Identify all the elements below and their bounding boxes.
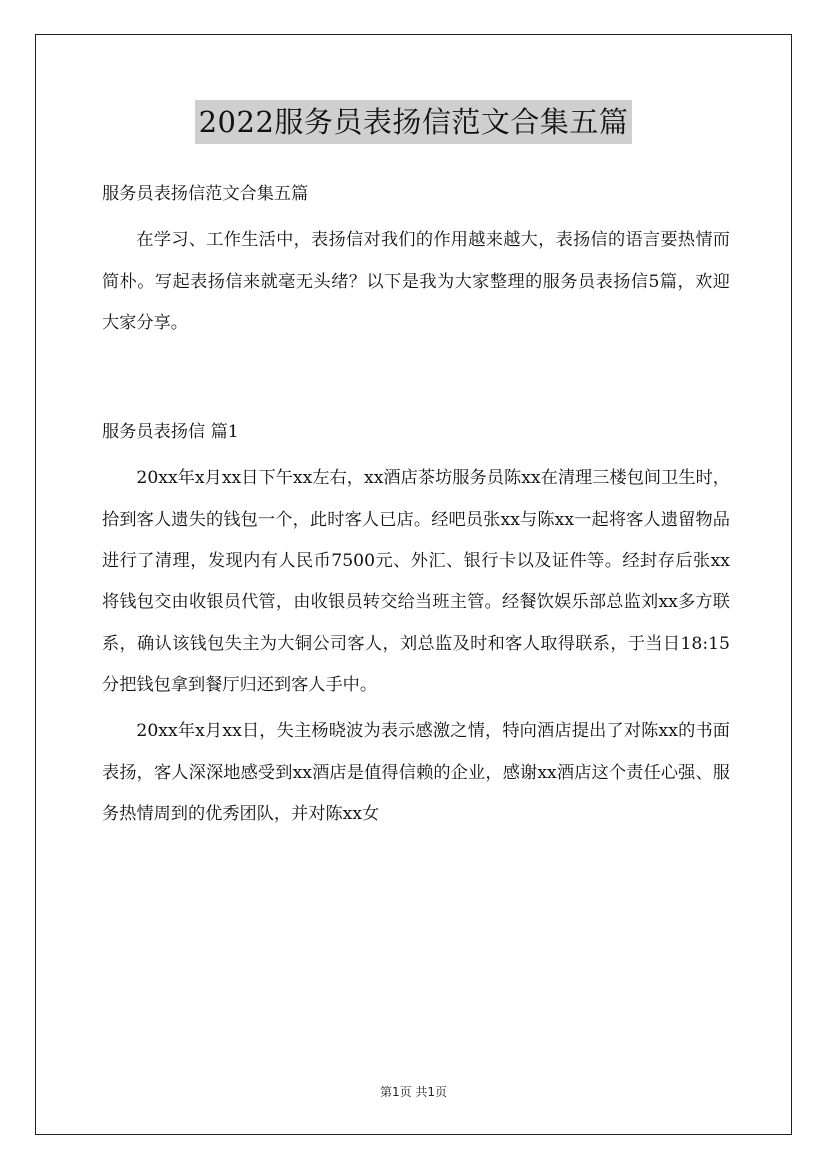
body-paragraph: 20xx年x月xx日下午xx左右，xx酒店茶坊服务员陈xx在清理三楼包间卫生时，拾到客人遗失的钱包一个，此时客人已店。经吧员张xx与陈xx一起将客人遗留物品进行了清理，发现内有人民币7500元、外汇、银行卡以及证件等。经封存后张xx将钱包交由收银员代管，由收银员转交给当班主管。经餐饮娱乐部总监刘xx多方联系，确认该钱包失主为大铜公司客人，刘总监及时和客人取得联系，于当日18:15分把钱包拿到餐厅归还到客人手中。 (102, 468, 730, 695)
section-heading: 服务员表扬信 篇1 (102, 422, 239, 443)
document-title: 2022服务员表扬信范文合集五篇 (195, 100, 633, 144)
document-body (102, 174, 730, 835)
body-paragraph: 20xx年x月xx日，失主杨晓波为表示感激之情，特向酒店提出了对陈xx的书面表扬，客人深深地感受到xx酒店是值得信赖的企业，感谢xx酒店这个责任心强、服务热情周到的优秀团队，并对陈xx女 (102, 721, 730, 824)
title-container (0, 100, 827, 144)
intro-paragraph: 在学习、工作生活中，表扬信对我们的作用越来越大，表扬信的语言要热情而简朴。写起表扬信来就毫无头绪？以下是我为大家整理的服务员表扬信5篇，欢迎大家分享。 (102, 230, 730, 333)
page-number: 第1页 共1页 (379, 1085, 448, 1099)
page-footer (0, 1083, 827, 1100)
spacer (102, 344, 730, 412)
document-subtitle: 服务员表扬信范文合集五篇 (102, 184, 309, 204)
